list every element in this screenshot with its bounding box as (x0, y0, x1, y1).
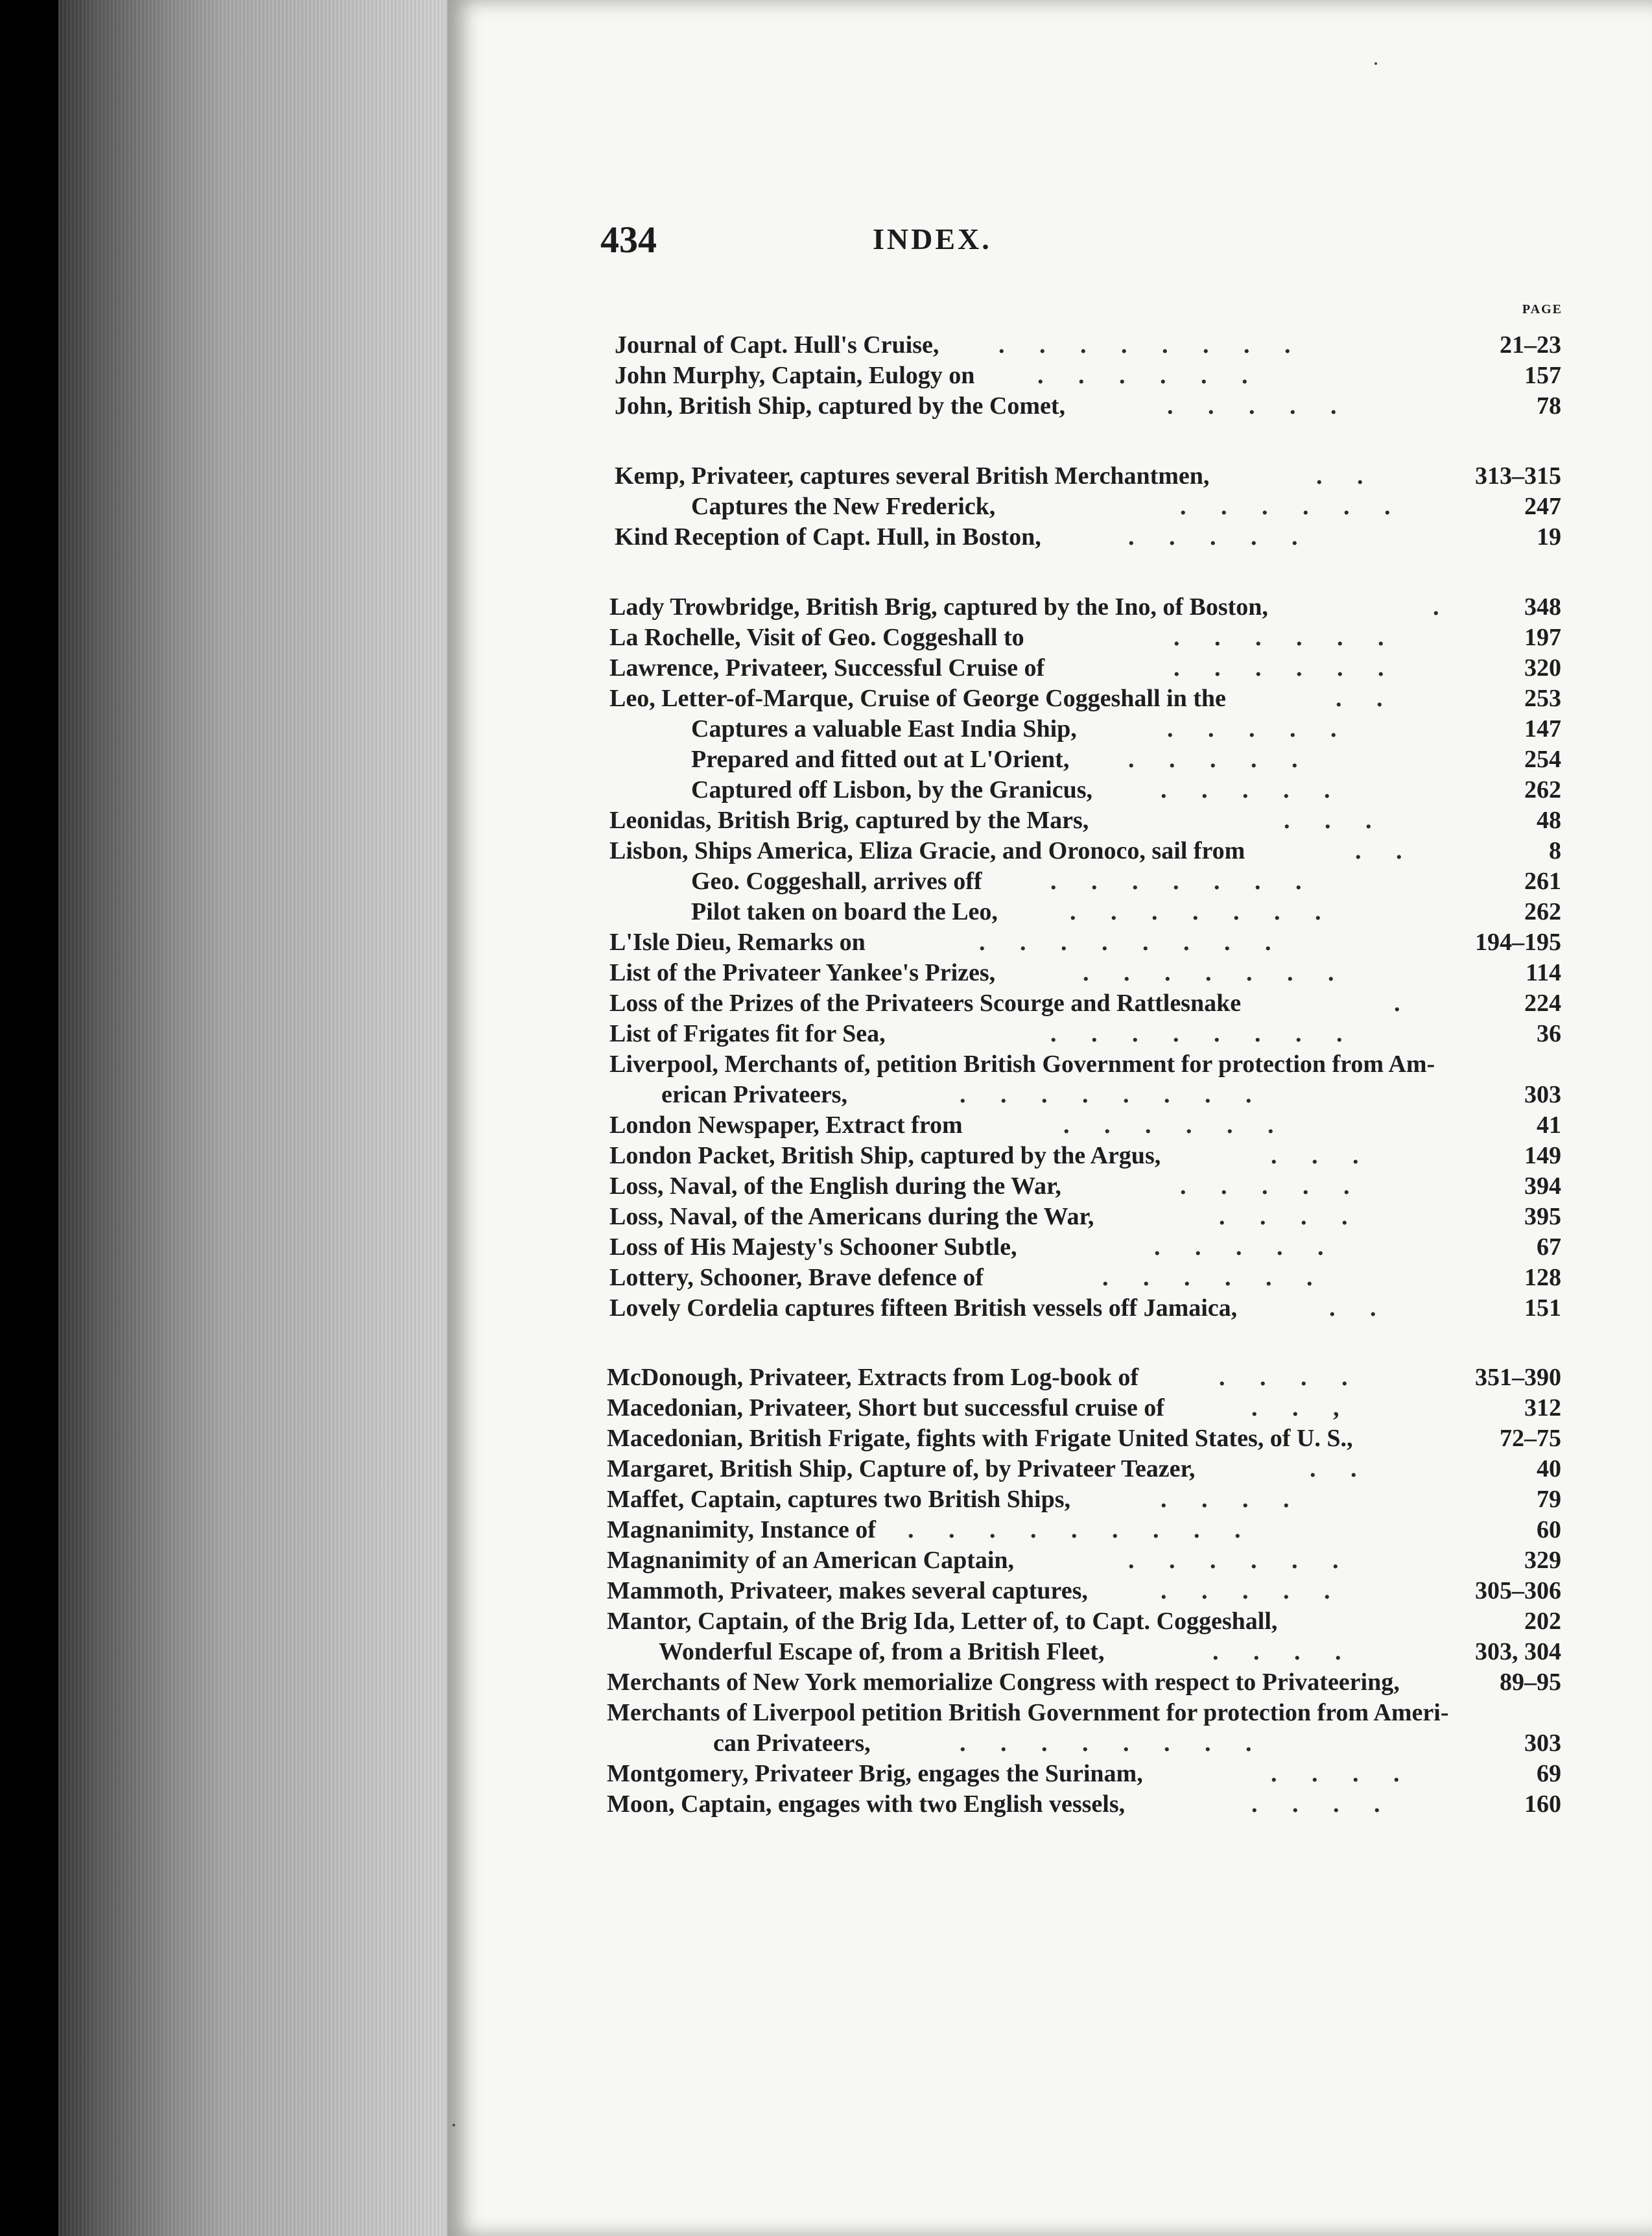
leader-dots: . . . . . (1167, 392, 1351, 420)
entry-text: London Newspaper, Extract from (609, 1112, 963, 1139)
index-entry (0, 1233, 1652, 1264)
index-entry (0, 837, 1652, 868)
entry-page-reference: 394 (1524, 1172, 1561, 1200)
index-entry (0, 745, 1652, 776)
index-entry (0, 1050, 1652, 1081)
entry-page-reference: 78 (1537, 392, 1561, 420)
entry-page-reference: 351–390 (1475, 1364, 1561, 1391)
index-entry (0, 684, 1652, 715)
entry-page-reference: 395 (1524, 1203, 1561, 1230)
entry-text: Loss, Naval, of the English during the War, (609, 1172, 1061, 1200)
entry-text: Liverpool, Merchants of, petition British Government for protection from Am- (609, 1051, 1435, 1078)
index-entry (0, 1172, 1652, 1203)
entry-page-reference: 48 (1537, 807, 1561, 834)
entry-text: Lottery, Schooner, Brave defence of (609, 1264, 984, 1291)
index-entry (0, 331, 1652, 362)
index-entry (0, 1790, 1652, 1821)
entry-page-reference: 69 (1537, 1760, 1561, 1787)
entry-text: Prepared and fitted out at L'Orient, (691, 746, 1070, 773)
entry-text: Mantor, Captain, of the Brig Ida, Letter of, to Capt. Coggeshall, (607, 1608, 1278, 1635)
entry-page-reference: 313–315 (1475, 462, 1561, 490)
index-entry (0, 392, 1652, 423)
entry-page-reference: 303 (1524, 1730, 1561, 1757)
entry-text: Margaret, British Ship, Capture of, by Privateer Teazer, (607, 1455, 1196, 1482)
index-entry (0, 1455, 1652, 1486)
entry-text: Moon, Captain, engages with two English vessels, (607, 1790, 1126, 1818)
entry-page-reference: 329 (1524, 1547, 1561, 1574)
index-entry (0, 1516, 1652, 1547)
entry-text: John, British Ship, captured by the Comet, (615, 392, 1066, 420)
leader-dots: . . (1316, 462, 1378, 490)
leader-dots: . . . . . . . (1083, 959, 1349, 986)
index-entry (0, 989, 1652, 1020)
index-entry (0, 928, 1652, 959)
leader-dots: . . . . (1219, 1203, 1362, 1230)
leader-dots: . . . . . . (1102, 1264, 1327, 1291)
entry-page-reference: 262 (1524, 776, 1561, 803)
entry-text: Leonidas, British Brig, captured by the Mars, (609, 807, 1089, 834)
index-entry (0, 462, 1652, 493)
index-entry (0, 1424, 1652, 1455)
entry-text: Magnanimity, Instance of (607, 1516, 876, 1543)
leader-dots: . . . (1271, 1142, 1373, 1169)
entry-text: Kind Reception of Capt. Hull, in Boston, (615, 523, 1041, 551)
entry-page-reference: 36 (1537, 1020, 1561, 1047)
index-entry (0, 1202, 1652, 1233)
entry-text: List of the Privateer Yankee's Prizes, (609, 959, 996, 986)
entry-text: Macedonian, Privateer, Short but successful cruise of (607, 1394, 1164, 1421)
index-entry (0, 1294, 1652, 1325)
entry-text: John Murphy, Captain, Eulogy on (615, 362, 975, 389)
index-entry (0, 593, 1652, 624)
entry-page-reference: 305–306 (1475, 1577, 1561, 1604)
entry-text: Geo. Coggeshall, arrives off (691, 868, 982, 895)
leader-dots: . . . . . . (1063, 1112, 1288, 1139)
index-entry (0, 1637, 1652, 1669)
entry-text: Loss of the Prizes of the Privateers Scourge and Rattlesnake (609, 990, 1242, 1017)
entry-text: London Packet, British Ship, captured by the Argus, (609, 1142, 1161, 1169)
running-title: INDEX. (873, 222, 992, 256)
entry-text: Loss of His Majesty's Schooner Subtle, (609, 1233, 1017, 1261)
entry-text: Pilot taken on board the Leo, (691, 898, 998, 925)
entry-page-reference: 224 (1524, 990, 1561, 1017)
entry-page-reference: 261 (1524, 868, 1561, 895)
entry-text: Captures the New Frederick, (691, 493, 996, 520)
leader-dots: . . . . . . (1174, 654, 1398, 682)
entry-text: Captured off Lisbon, by the Granicus, (691, 776, 1093, 803)
index-entry (0, 898, 1652, 929)
index-entry (0, 1546, 1652, 1577)
index-entry (0, 1729, 1652, 1760)
entry-text: La Rochelle, Visit of Geo. Coggeshall to (609, 624, 1024, 651)
leader-dots: . . . . . (1167, 715, 1351, 743)
leader-dots: . . . . . . (1128, 1547, 1353, 1574)
leader-dots: . . . . . . . . (960, 1730, 1266, 1757)
leader-dots: . . . . . . . . (998, 331, 1305, 359)
entry-text: Journal of Capt. Hull's Cruise, (615, 331, 939, 359)
entry-page-reference: 79 (1537, 1486, 1561, 1513)
entry-page-reference: 303, 304 (1475, 1638, 1561, 1665)
entry-page-reference: 89–95 (1500, 1669, 1561, 1696)
leader-dots: . . . . . . . . (979, 929, 1286, 956)
entry-page-reference: 320 (1524, 654, 1561, 682)
entry-text: Maffet, Captain, captures two British Ships, (607, 1486, 1070, 1513)
leader-dots: . . . . (1251, 1790, 1395, 1818)
leader-dots: . . (1329, 1294, 1391, 1322)
entry-page-reference: 21–23 (1500, 331, 1561, 359)
index-entry (0, 715, 1652, 746)
leader-dots: . . (1355, 837, 1417, 864)
entry-page-reference: 41 (1537, 1112, 1561, 1139)
entry-page-reference: 147 (1524, 715, 1561, 743)
entry-page-reference: 194–195 (1475, 929, 1561, 956)
index-entry (0, 1080, 1652, 1112)
index-entry (0, 806, 1652, 837)
leader-dots: . . . . . (1128, 523, 1312, 551)
index-entry (0, 1111, 1652, 1142)
leader-dots: . . . . . . (1174, 624, 1398, 651)
index-entry (0, 1363, 1652, 1394)
entry-text: Lovely Cordelia captures fifteen British vessels off Jamaica, (609, 1294, 1238, 1322)
leader-dots: . . . . (1271, 1760, 1414, 1787)
entry-text: Mammoth, Privateer, makes several captures, (607, 1577, 1088, 1604)
page-column-label: PAGE (1522, 302, 1563, 316)
index-entry (0, 1759, 1652, 1790)
entry-text: Captures a valuable East India Ship, (691, 715, 1077, 743)
entry-page-reference: 312 (1524, 1394, 1561, 1421)
leader-dots: . . (1336, 685, 1397, 712)
index-entry (0, 654, 1652, 685)
leader-dots: . . . . . . . (1050, 868, 1316, 895)
leader-dots: . . . . . . . (1070, 898, 1336, 925)
index-entry (0, 1607, 1652, 1638)
index-entry (0, 1019, 1652, 1051)
leader-dots: . . . . . (1154, 1233, 1338, 1261)
leader-dots: . . . . (1161, 1486, 1304, 1513)
entry-page-reference: 254 (1524, 746, 1561, 773)
leader-dots: . . , (1251, 1394, 1354, 1421)
entry-text: Magnanimity of an American Captain, (607, 1547, 1015, 1574)
leader-dots: . . . . (1212, 1638, 1356, 1665)
entry-text: L'Isle Dieu, Remarks on (609, 929, 866, 956)
entry-text: Macedonian, British Frigate, fights with Frigate United States, of U. S., (607, 1425, 1353, 1452)
entry-page-reference: 247 (1524, 493, 1561, 520)
leader-dots: . . . . . . . . . (908, 1516, 1255, 1543)
entry-page-reference: 72–75 (1500, 1425, 1561, 1452)
index-entry (0, 523, 1652, 554)
leader-dots: . . . (1284, 807, 1386, 834)
entry-text: can Privateers, (713, 1730, 871, 1757)
entry-page-reference: 202 (1524, 1608, 1561, 1635)
leader-dots: . . . . . . (1180, 493, 1405, 520)
leader-dots: . . (1310, 1455, 1371, 1482)
entry-text: Lisbon, Ships America, Eliza Gracie, and Oronoco, sail from (609, 837, 1245, 864)
entry-page-reference: 67 (1537, 1233, 1561, 1261)
index-entry (0, 1485, 1652, 1516)
page-number: 434 (600, 219, 657, 261)
entry-text: Merchants of New York memorialize Congress with respect to Privateering, (607, 1669, 1400, 1696)
entry-page-reference: 348 (1524, 593, 1561, 621)
entry-text: Wonderful Escape of, from a British Fleet, (659, 1638, 1105, 1665)
index-entry (0, 958, 1652, 990)
entry-text: Leo, Letter-of-Marque, Cruise of George Coggeshall in the (609, 685, 1226, 712)
leader-dots: . . . . . . (1037, 362, 1262, 389)
index-entry (0, 1394, 1652, 1425)
entry-page-reference: 60 (1537, 1516, 1561, 1543)
leader-dots: . . . . . (1161, 776, 1345, 803)
index-entry (0, 867, 1652, 898)
index-entry (0, 776, 1652, 807)
entry-text: Lawrence, Privateer, Successful Cruise of (609, 654, 1045, 682)
entry-page-reference: 19 (1537, 523, 1561, 551)
entry-page-reference: 262 (1524, 898, 1561, 925)
entry-page-reference: 157 (1524, 362, 1561, 389)
entry-text: McDonough, Privateer, Extracts from Log-book of (607, 1364, 1139, 1391)
index-entry (0, 1698, 1652, 1730)
index-entry (0, 1263, 1652, 1294)
entry-page-reference: 128 (1524, 1264, 1561, 1291)
leader-dots: . . . . . (1180, 1172, 1364, 1200)
index-entry (0, 1141, 1652, 1172)
entry-page-reference: 149 (1524, 1142, 1561, 1169)
index-entry (0, 623, 1652, 654)
entry-page-reference: 40 (1537, 1455, 1561, 1482)
entry-text: erican Privateers, (661, 1081, 847, 1108)
entry-page-reference: 8 (1549, 837, 1561, 864)
entry-text: Loss, Naval, of the Americans during the War, (609, 1203, 1094, 1230)
entry-text: List of Frigates fit for Sea, (609, 1020, 886, 1047)
entry-page-reference: 151 (1524, 1294, 1561, 1322)
leader-dots: . . . . . (1128, 746, 1312, 773)
leader-dots: . . . . . . . . (960, 1081, 1266, 1108)
entry-page-reference: 303 (1524, 1081, 1561, 1108)
index-entry (0, 1576, 1652, 1608)
entry-text: Merchants of Liverpool petition British Government for protection from Ameri- (607, 1699, 1449, 1726)
entry-text: Kemp, Privateer, captures several British Merchantmen, (615, 462, 1210, 490)
index-entry (0, 1668, 1652, 1699)
index-entry (0, 492, 1652, 523)
entry-text: Montgomery, Privateer Brig, engages the Surinam, (607, 1760, 1143, 1787)
entry-page-reference: 160 (1524, 1790, 1561, 1818)
entry-page-reference: 114 (1526, 959, 1561, 986)
leader-dots: . . . . (1219, 1364, 1362, 1391)
index-entry (0, 361, 1652, 392)
leader-dots: . . . . . (1161, 1577, 1345, 1604)
leader-dots: . . . . . . . . (1050, 1020, 1357, 1047)
leader-dots: . (1433, 593, 1454, 621)
leader-dots: . (1394, 990, 1415, 1017)
entry-text: Lady Trowbridge, British Brig, captured by the Ino, of Boston, (609, 593, 1268, 621)
entry-page-reference: 197 (1524, 624, 1561, 651)
entry-page-reference: 253 (1524, 685, 1561, 712)
